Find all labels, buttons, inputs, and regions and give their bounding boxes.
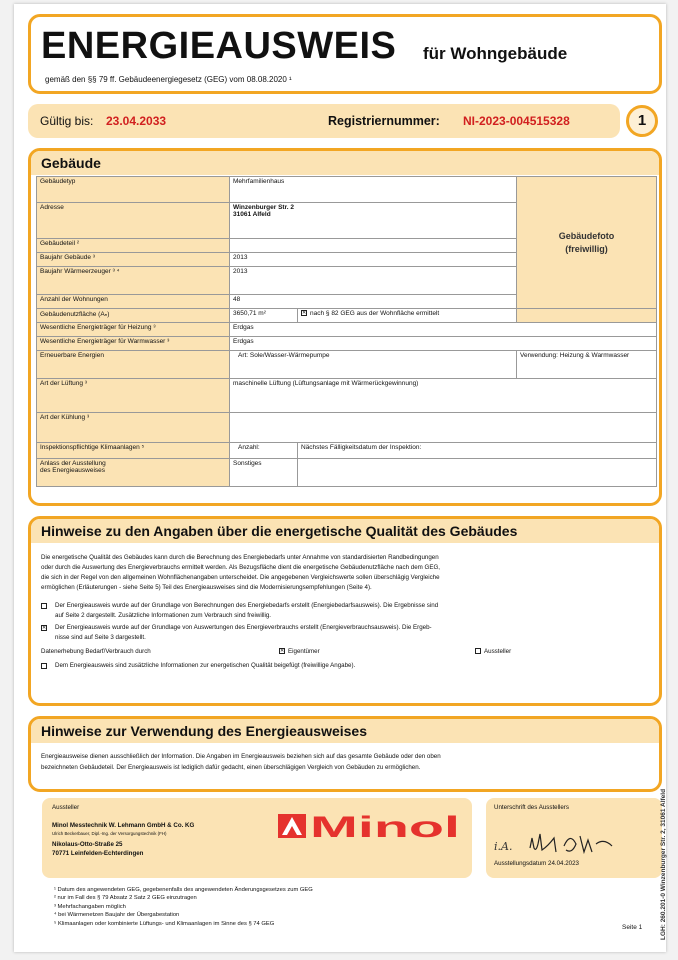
issue-reason-value: Sonstiges <box>230 459 298 487</box>
issuer-box <box>42 798 472 878</box>
notes-title: Hinweise zu den Angaben über die energetische Qualität des Gebäudes <box>41 523 518 539</box>
building-photo-placeholder <box>517 177 657 309</box>
signature-label: Unterschrift des Ausstellers <box>494 804 569 811</box>
construction-year-value: 2013 <box>230 253 517 267</box>
renewables-type: Art: Sole/Wasser-Wärmepumpe <box>230 351 517 379</box>
floor-area-checkbox: ✕ <box>302 310 307 317</box>
cooling-label: Art der Kühlung ³ <box>37 413 230 443</box>
energy-quality-notes <box>28 516 662 706</box>
photo-cell-extension <box>517 309 657 323</box>
issue-reason-label: Anlass der Ausstellung des Energieausweises <box>37 459 230 487</box>
issuer-label: Aussteller <box>52 804 80 811</box>
building-section <box>28 148 662 506</box>
usage-text: Energieausweise dienen ausschließlich der Information. Die Angaben im Energieausweis beziehen sich auf das gesamte Gebäude oder den oben bezeichneten Gebäudeteil. Der Energieausweis ist lediglich dafür gedacht, einen überschlägigen Vergleich von Gebäuden zu ermöglichen. <box>41 753 441 771</box>
footnote-2: ² nur im Fall des § 79 Absatz 2 Satz 2 GEG einzutragen <box>54 895 197 902</box>
certificate-page <box>14 4 666 952</box>
handwritten-signature <box>526 826 616 862</box>
construction-year-label: Baujahr Gebäude ³ <box>37 253 230 267</box>
issuer-company: Minol Messtechnik W. Lehmann GmbH & Co. KG <box>52 822 195 829</box>
ac-count: Anzahl: <box>230 443 298 459</box>
building-type-label: Gebäudetyp <box>37 177 230 203</box>
data-collection-label: Datenerhebung Bedarf/Verbrauch durch <box>41 648 151 655</box>
ac-next-inspection: Nächstes Fälligkeitsdatum der Inspektion: <box>298 443 657 459</box>
apartments-value: 48 <box>230 295 517 309</box>
issuer-city: 70771 Leinfelden-Echterdingen <box>52 850 144 857</box>
address-city: 31061 Alfeld <box>233 211 271 218</box>
hot-water-carrier-value: Erdgas <box>230 337 657 351</box>
ventilation-value: maschinelle Lüftung (Lüftungsanlage mit Wärmerückgewinnung) <box>230 379 657 413</box>
renewables-label: Erneuerbare Energien <box>37 351 230 379</box>
address-label: Adresse <box>37 203 230 239</box>
minol-logo <box>278 812 464 840</box>
building-type-value: Mehrfamilienhaus <box>230 177 517 203</box>
page-number-badge: 1 <box>626 105 658 137</box>
law-reference: gemäß den §§ 79 ff. Gebäudeenergiegesetz (GEG) vom 08.08.2020 ¹ <box>45 75 292 84</box>
signature-ia: i.A. <box>494 840 513 853</box>
demand-checkbox <box>41 603 47 609</box>
building-title-bar <box>31 151 659 175</box>
validity-bar <box>28 104 620 138</box>
issue-reason-empty <box>298 459 657 487</box>
floor-area-label: Gebäudenutzfläche (Aₙ) <box>37 309 230 323</box>
issue-date: Ausstellungsdatum 24.04.2023 <box>494 860 579 867</box>
floor-area-note: ✕ nach § 82 GEG aus der Wohnfläche ermittelt <box>298 309 517 323</box>
additional-info-checkbox <box>41 663 47 669</box>
header-box <box>28 14 662 94</box>
issuer-street: Nikolaus-Otto-Straße 25 <box>52 841 123 848</box>
floor-area-value: 3650,71 m² <box>230 309 298 323</box>
usage-notes <box>28 716 662 792</box>
address-value <box>230 203 517 239</box>
valid-until-label: Gültig bis: <box>40 114 94 128</box>
footnote-5: ⁵ Klimaanlagen oder kombinierte Lüftungs- und Klimaanlagen im Sinne des § 74 GEG <box>54 920 275 927</box>
demand-certificate-option: Der Energieausweis wurde auf der Grundlage von Berechnungen des Energiebedarfs erstellt (Energiebedarfsausweis). Die Ergebnisse sind auf Seite 2 dargestellt. Zusätzliche Informationen zum Verbrauch sind freiwillig. <box>41 601 651 621</box>
heater-year-value: 2013 <box>230 267 517 295</box>
issuer-person: Ulrich Beckerbauer, Dipl.-Ing. der Versorgungstechnik (FH) <box>52 831 167 836</box>
consumption-checkbox: ✕ <box>42 625 47 631</box>
registration-label: Registriernummer: <box>328 114 440 128</box>
page-label: Seite 1 <box>622 924 643 931</box>
building-part-label: Gebäudeteil ² <box>37 239 230 253</box>
footnotes <box>54 886 574 928</box>
cooling-value <box>230 413 657 443</box>
heating-carrier-label: Wesentliche Energieträger für Heizung ³ <box>37 323 230 337</box>
minol-wordmark: Minol <box>310 812 460 840</box>
additional-info-option: Dem Energieausweis sind zusätzliche Informationen zur energetischen Qualität beigefügt (freiwillige Angabe). <box>41 661 651 671</box>
footnote-4: ⁴ bei Wärmenetzen Baujahr der Übergabestation <box>54 912 180 919</box>
photo-optional-label: (freiwillig) <box>565 243 608 254</box>
signature-box <box>486 798 662 878</box>
ventilation-label: Art der Lüftung ³ <box>37 379 230 413</box>
heating-carrier-value: Erdgas <box>230 323 657 337</box>
address-street: Winzenburger Str. 2 <box>233 204 294 211</box>
building-table <box>36 176 657 487</box>
issuer-option: Aussteller <box>475 647 511 657</box>
apartments-label: Anzahl der Wohnungen <box>37 295 230 309</box>
valid-until-date: 23.04.2033 <box>106 114 167 128</box>
owner-option: ✕ Eigentümer <box>280 648 320 655</box>
data-collection-row <box>41 647 651 657</box>
registration-number: NI-2023-004515328 <box>463 114 570 128</box>
owner-checkbox: ✕ <box>280 648 285 655</box>
footnote-3: ³ Mehrfachangaben möglich <box>54 903 126 910</box>
hot-water-carrier-label: Wesentliche Energieträger für Warmwasser ³ <box>37 337 230 351</box>
building-part-value <box>230 239 517 253</box>
photo-label: Gebäudefoto <box>558 230 615 241</box>
document-subtitle: für Wohngebäude <box>423 44 568 63</box>
building-title: Gebäude <box>41 155 101 171</box>
renewables-usage: Verwendung: Heizung & Warmwasser <box>517 351 657 379</box>
notes-paragraph: Die energetische Qualität des Gebäudes kann durch die Berechnung des Energiebedarfs unter Annahme von standardisierten Randbedingungen oder durch die Auswertung des Energieverbrauchs ermittelt werden. Als Bezugsfläche dient die energetische Gebäudenutzfläche nach dem GEG, die sich in der Regel von den allgemeinen Wohnflächenangaben unterscheidet. Die angegebenen Vergleichswerte sollen überschlägig Vergleiche ermöglichen (Erläuterungen - siehe Seite 5) Teil des Energieausweises sind die Modernisierungsempfehlungen (Seite 4). <box>41 554 440 591</box>
issuer-checkbox <box>475 648 481 654</box>
ac-inspection-label: Inspektionspflichtige Klimaanlagen ⁵ <box>37 443 230 459</box>
consumption-certificate-option: ✕ Der Energieausweis wurde auf der Grundlage von Auswertungen des Energieverbrauchs erstellt (Energieverbrauchsausweis). Die Ergeb- nisse sind auf Seite 3 dargestellt. <box>42 624 432 641</box>
side-reference-text: LGH: 260.201-0 Winzenburger Str. 2, 31061 Alfeld <box>660 788 667 940</box>
document-title: ENERGIEAUSWEIS <box>41 25 397 67</box>
heater-year-label: Baujahr Wärmeerzeuger ³ ⁴ <box>37 267 230 295</box>
footnote-1: ¹ Datum des angewendeten GEG, gegebenenfalls des angewendeten Änderungsgesetzes zum GEG <box>54 887 313 893</box>
usage-title: Hinweise zur Verwendung des Energieausweises <box>41 723 368 739</box>
